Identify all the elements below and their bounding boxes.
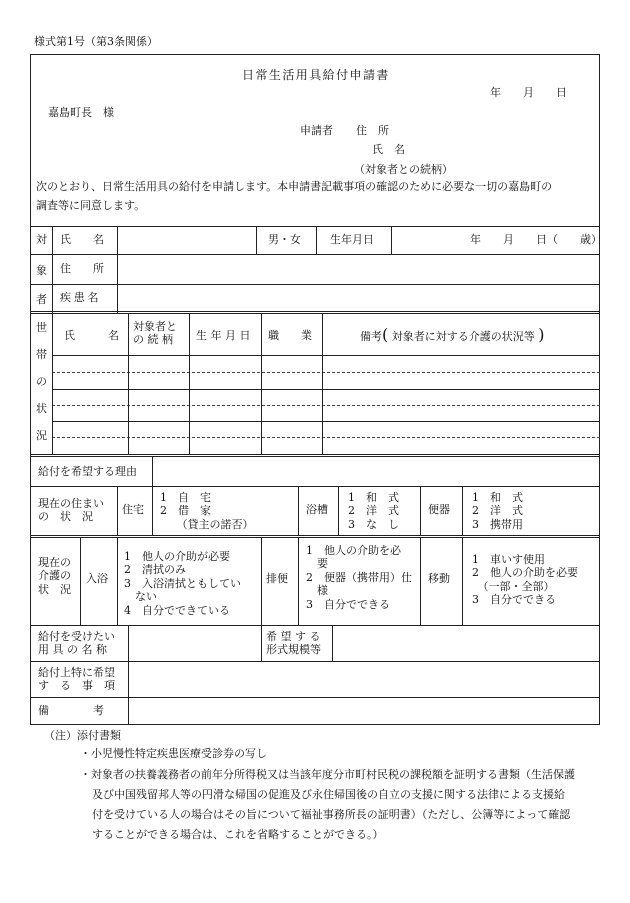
divider <box>52 389 600 390</box>
household-col-note: 備考( 対象者に対する介護の状況等 ) <box>360 325 545 344</box>
divider <box>128 697 129 725</box>
divider <box>338 486 339 535</box>
reason-label: 給付を希望する理由 <box>38 465 137 478</box>
application-date: 年 月 日 <box>490 86 567 99</box>
household-section-label: 世 <box>36 321 47 334</box>
divider <box>261 538 262 625</box>
subject-birth-label: 生年月日 <box>330 233 374 246</box>
subject-section-label: 者 <box>36 293 47 306</box>
subject-birth-value: 年 月 日（ 歳） <box>470 233 602 246</box>
divider <box>322 314 323 454</box>
divider <box>30 661 600 662</box>
bathtub-label: 浴槽 <box>306 503 328 516</box>
divider <box>30 697 600 698</box>
bathing-label: 入浴 <box>86 572 108 585</box>
divider <box>189 314 190 454</box>
divider <box>52 437 600 438</box>
divider <box>256 226 257 254</box>
household-col-birth: 生 年 月 日 <box>196 329 251 342</box>
household-section-label: 況 <box>36 429 47 442</box>
divider <box>117 486 118 535</box>
notes-heading: （注）添付書類 <box>44 729 121 742</box>
divider <box>128 625 129 661</box>
divider <box>462 538 463 625</box>
item-name-label: 給付を受けたい 用 具 の 名 称 <box>38 630 115 657</box>
divider <box>261 625 262 661</box>
divider <box>52 226 53 314</box>
divider <box>30 226 600 227</box>
bathtub-options: 1 和 式 2 洋 式 3 な し <box>348 491 399 531</box>
residence-label: 現在の住まい の 状 況 <box>38 497 104 524</box>
subject-section-label: 対 <box>36 233 47 246</box>
notes-item: 付を受けている人の場合はその旨について福祉事務所長の証明書）（ただし、公簿等によって確認 <box>92 808 571 821</box>
divider <box>117 226 118 314</box>
divider <box>52 314 53 454</box>
addressee: 嘉島町長 様 <box>48 106 114 119</box>
divider <box>316 226 317 254</box>
divider <box>152 457 153 486</box>
divider <box>30 454 600 457</box>
subject-disease-label: 疾患名 <box>60 291 102 304</box>
household-section-label: の <box>36 375 47 388</box>
remarks-label: 備 考 <box>38 704 104 717</box>
divider <box>128 661 129 697</box>
divider <box>332 625 333 661</box>
applicant-address-label: 住 所 <box>356 124 389 137</box>
divider <box>462 486 463 535</box>
applicant-name-label: 氏 名 <box>372 143 405 156</box>
divider <box>117 538 118 625</box>
divider <box>298 486 299 535</box>
notes-item: ・対象者の扶養義務者の前年分所得税又は当該年度分市町村民税の課税額を証明する書類（生活保護 <box>80 768 575 781</box>
form-title: 日常生活用具給付申請書 <box>242 68 390 82</box>
toilet-options: 1 和 式 2 洋 式 3 携帯用 <box>472 491 523 531</box>
consent-statement-line2: 調査等に同意します。 <box>36 199 146 212</box>
notes-item: 及び中国残留邦人等の円滑な帰国の促進及び永住帰国後の自立の支援に関する法律による支援給 <box>92 788 565 801</box>
divider <box>30 311 600 314</box>
house-type-label: 住宅 <box>122 503 144 516</box>
subject-gender: 男・女 <box>268 233 301 246</box>
applicant-relationship-label: （対象者との続柄） <box>354 163 453 176</box>
subject-name-label: 氏 名 <box>60 233 104 246</box>
toilet-label: 便器 <box>428 503 450 516</box>
divider <box>52 355 600 356</box>
divider <box>152 486 153 535</box>
notes-item: することができる場合は、これを省略することができる。） <box>92 828 384 841</box>
divider <box>128 314 129 454</box>
excretion-options: 1 他人の介助を必 要 2 便器（携帯用）仕 様 3 自分でできる <box>306 544 412 611</box>
bathing-options: 1 他人の介助が必要 2 清拭のみ 3 入浴清拭ともしてい ない 4 自分でできている <box>124 550 241 617</box>
divider <box>30 625 600 626</box>
divider <box>261 314 262 454</box>
divider <box>391 226 392 254</box>
divider <box>52 421 600 422</box>
consent-statement-line1: 次のとおり、日常生活用具の給付を申請します。本申請書記載事項の確認のために必要な一切の嘉島町の <box>36 180 553 193</box>
subject-address-label: 住 所 <box>60 262 104 275</box>
divider <box>80 538 81 625</box>
form-number: 様式第1号（第3条関係） <box>34 35 158 48</box>
divider <box>420 538 421 625</box>
care-label: 現在の 介護の 状 況 <box>38 556 71 596</box>
divider <box>298 538 299 625</box>
applicant-label: 申請者 <box>300 124 333 137</box>
house-type-options: 1 自 宅 2 借 家 （貸主の諾否） <box>160 491 254 531</box>
household-section-label: 状 <box>36 402 47 415</box>
special-request-label: 給付上特に希望 す る 事 項 <box>38 666 115 693</box>
spec-label: 希 望 す る 形式規模等 <box>266 630 321 657</box>
divider <box>30 486 600 487</box>
divider <box>30 284 600 285</box>
household-col-job: 職 業 <box>268 329 312 342</box>
divider <box>420 486 421 535</box>
notes-item: ・小児慢性特定疾患医療受診券の写し <box>80 747 267 760</box>
divider <box>30 535 600 538</box>
excretion-label: 排便 <box>266 572 288 585</box>
household-section-label: 帯 <box>36 348 47 361</box>
mobility-label: 移動 <box>428 572 450 585</box>
divider <box>30 254 600 255</box>
divider <box>52 372 600 373</box>
divider <box>52 405 600 406</box>
household-col-name: 氏 名 <box>64 329 119 342</box>
household-col-relation: 対象者と の 続 柄 <box>133 320 177 347</box>
subject-section-label: 象 <box>36 264 47 277</box>
mobility-options: 1 車いす使用 2 他人の介助を必要 （一部・全部） 3 自分でできる <box>472 553 578 607</box>
